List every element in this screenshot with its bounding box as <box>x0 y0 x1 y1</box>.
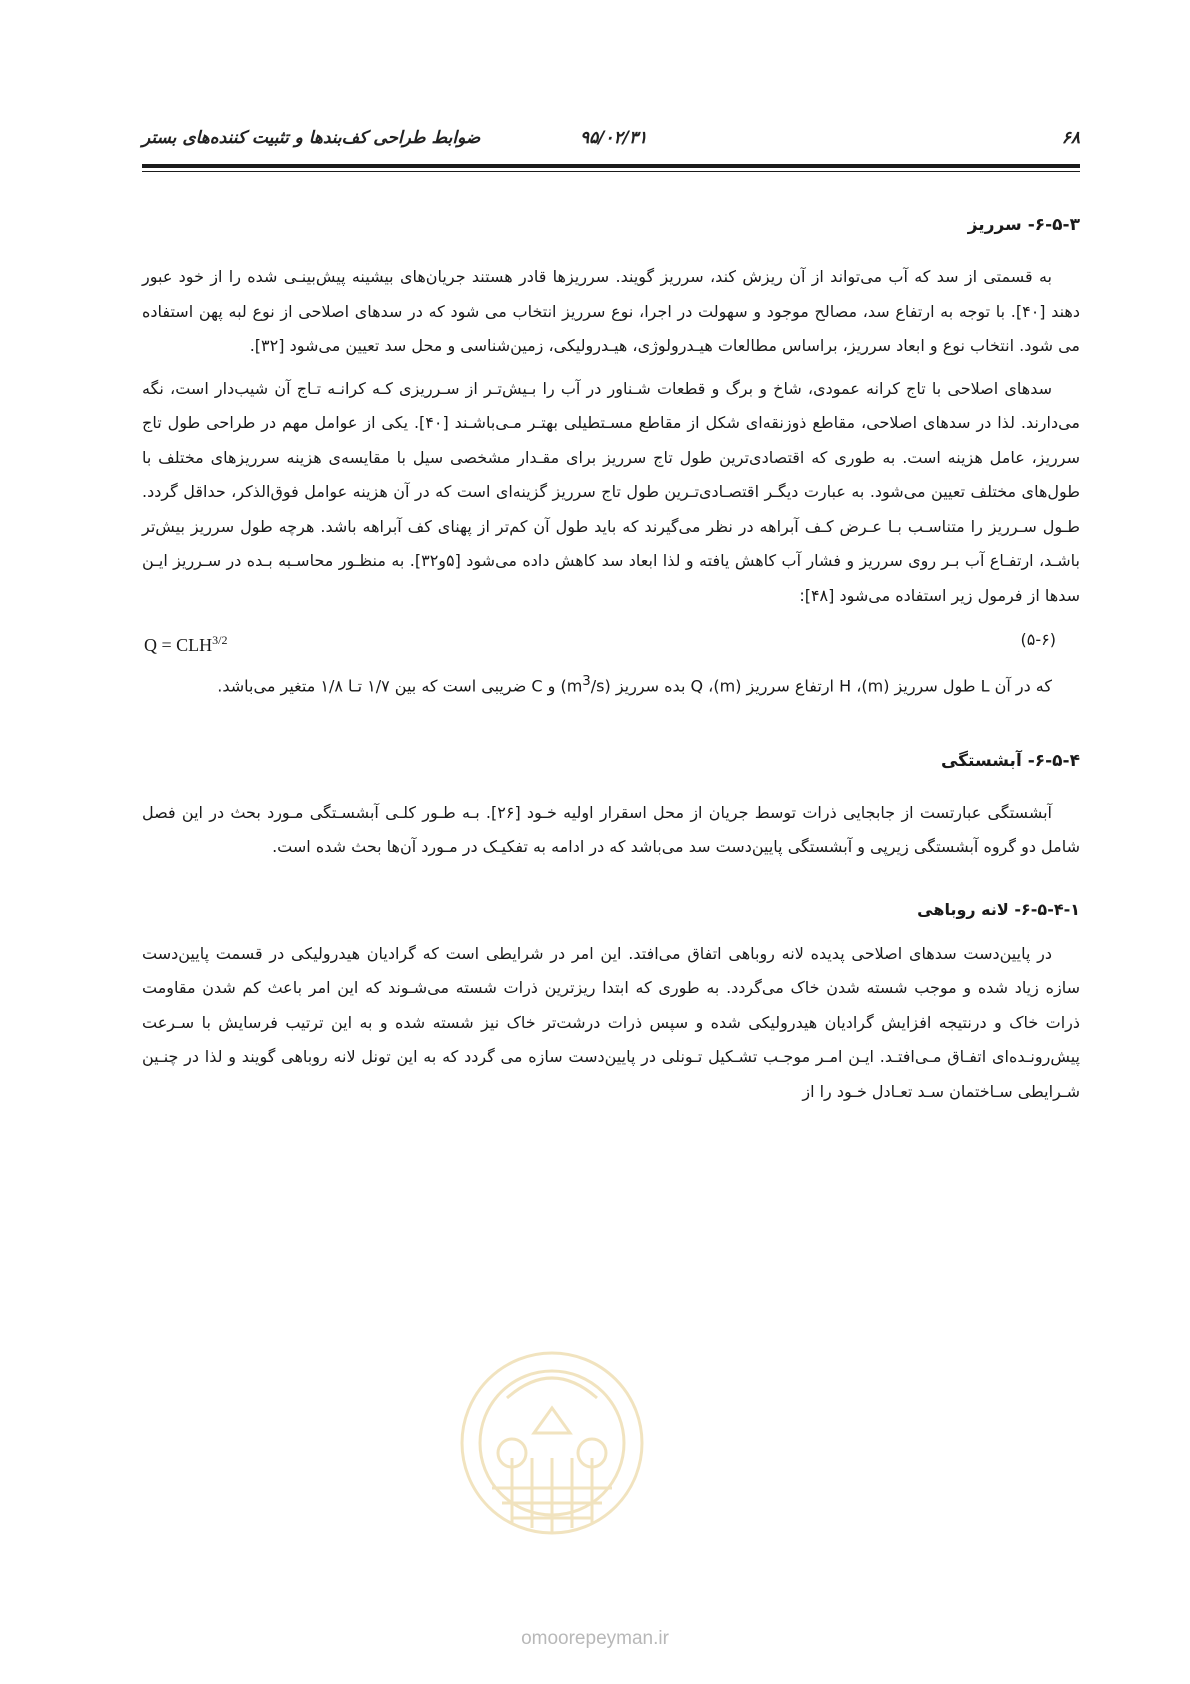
paragraph: به قسمتی از سد که آب می‌تواند از آن ریزش کند، سرریز گویند. سرریزها قادر هستند جریان‌های بیشینه پیش‌بینـی شده را از خود عبور دهند [۴۰]. با توجه به ارتفاع سد، مصالح موجود و سهولت در اجرا، نوع سرریز انتخاب می شود که در سدهای اصلاحی از نوع لبه پهن استفاده می شود. انتخاب نوع و ابعاد سرریز، براساس مطالعات هیـدرولوژی، هیـدرولیکی، زمین‌شناسی و محل سد تعیین می‌شود [۳۲]. <box>142 267 1080 355</box>
paragraph-equation-legend <box>142 665 1080 704</box>
equation <box>142 621 1080 659</box>
section-heading-scour: ۶-۵-۴- آبشستگی <box>940 750 1080 771</box>
watermark-seal-icon <box>452 1338 652 1548</box>
header-rule-thin <box>142 171 1080 172</box>
watermark-url: omoorepeyman.ir <box>521 1628 669 1649</box>
header-date: ۹۵/۰۲/۳۱ <box>580 128 648 148</box>
legend-superscript: 3 <box>582 674 591 689</box>
page-number: ۶۸ <box>1061 128 1080 148</box>
paragraph: آبشستگی عبارتست از جابجایی ذرات توسط جریان از محل اسقرار اولیه خـود [۲۶]. بـه طـور کلـی آبشسـتگی مـورد بحث در این فصل شامل دو گروه آبشستگی زیرپی و آبشستگی پایین‌دست سد می‌باشد که در ادامه به تفکیـک در مـورد آن‌ها بحث شده است. <box>142 802 1080 857</box>
section-heading-spillway: ۶-۵-۳- سرریز <box>967 215 1080 235</box>
legend-text-b: /s) و C ضریبی است که بین ۱/۷ تـا ۱/۸ متغیر می‌باشد. <box>217 676 605 696</box>
equation-exponent: 3/2 <box>212 633 228 647</box>
equation-lhs: Q = CLH <box>144 635 213 655</box>
header-title: ضوابط طراحی کف‌بندها و تثبیت کننده‌های بستر <box>142 128 481 148</box>
equation-number: (۵-۶) <box>1020 630 1056 649</box>
header-rule-thick <box>142 164 1080 168</box>
running-header <box>142 128 1080 158</box>
page-body <box>142 210 1080 1117</box>
subsection-heading-piping: ۶-۵-۴-۱- لانه روباهی <box>917 899 1080 919</box>
equation-expression <box>144 621 228 664</box>
paragraph: سدهای اصلاحی با تاج کرانه عمودی، شاخ و برگ و قطعات شـناور در آب را بـیش‌تـر از سـرریزی کـه کرانـه تـاج آن شیب‌دار است، نگه می‌دارند. لذا در سدهای اصلاحی، مقاطع ذوزنقه‌ای شکل از مقاطع مسـتطیلی بهتـر مـی‌باشـند [۴۰]. یکی از عوامل مهم در طراحی طول تاج سرریز، عامل هزینه است. به طوری که اقتصادی‌ترین طول تاج سرریز برای مقـدار مشخصی سیل با مقایسه‌ی هزینه سرریزهای مختلف با طول‌های مختلف تعیین می‌شود. به عبارت دیگـر اقتصـادی‌تـرین طول تاج سرریز گزینه‌ای است که در آن هزینه عوامل فوق‌الذکر، حداقل گردد. طـول سـرریز را متناسـب بـا عـرض کـف آبراهه در نظر می‌گیرند که باید طول آن کم‌تر از پهنای کف آبراهه باشد. هرچه طول سرریز بیش‌تر باشـد، ارتفـاع آب بـر روی سرریز و فشار آب کاهش یافته و لذا ابعاد سد کاهش داده می‌شود [۵و۳۲]. به منظـور محاسـبه بـده در سـرریز ایـن سدها از فرمول زیر استفاده می‌شود [۴۸]: <box>142 378 1081 605</box>
legend-text-a: که در آن L طول سرریز (m)، H ارتفاع سرریز (m)، Q بده سرریز (m <box>566 676 1052 696</box>
paragraph: در پایین‌دست سدهای اصلاحی پدیده لانه روباهی اتفاق می‌افتد. این امر در شرایطی است که گرادیان هیدرولیکی در قسمت پایین‌دست سازه زیاد شده و موجب شسته شدن خاک می‌گردد. به طوری که ابتدا ریزترین ذرات شسته می‌شـوند که این امر باعث کم شدن مقاومت ذرات خاک و درنتیجه افزایش گرادیان هیدرولیکی شده و سپس ذرات درشت‌تر خاک نیز شسته شده و به این ترتیب فرسایش با سـرعت پیش‌رونـده‌ای اتفـاق مـی‌افتـد. ایـن امـر موجـب تشـکیل تـونلی در پایین‌دست سازه می گردد که به این تونل لانه روباهی گویند و لذا در چنـین شـرایطی سـاختمان سـد تعـادل خـود را از <box>142 943 1080 1101</box>
